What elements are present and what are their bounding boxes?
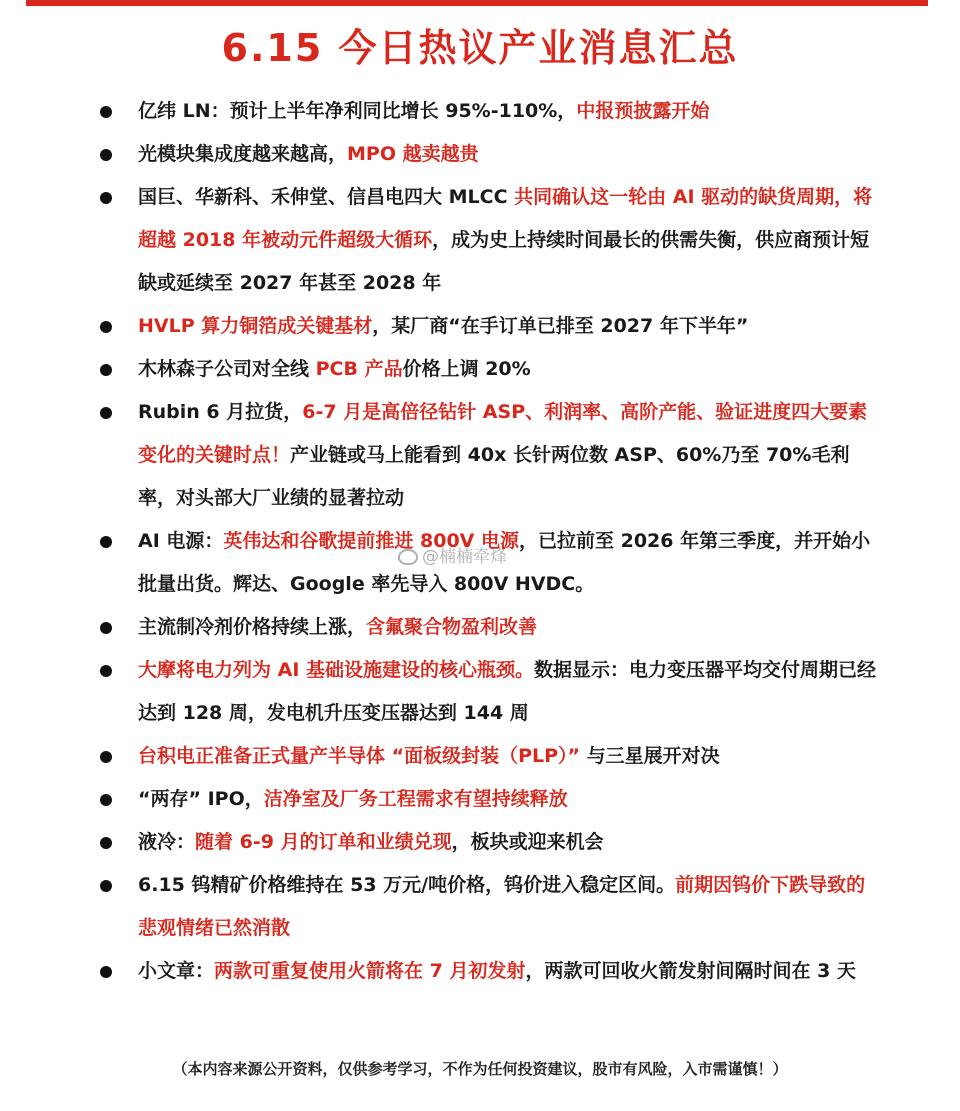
news-item [0, 391, 960, 520]
item-text: 亿纬 LN：预计上半年净利同比增长 95%-110%， [138, 100, 577, 122]
bullet-icon [100, 880, 112, 892]
bullet-icon [100, 364, 112, 376]
highlight-text: 大摩将电力列为 AI 基础设施建设的核心瓶颈。 [138, 659, 535, 681]
highlight-text: 前期因钨价下跌导致的悲观情绪已然消散 [138, 874, 866, 939]
highlight-text: MPO 越卖越贵 [347, 143, 479, 165]
news-item [0, 950, 960, 993]
news-item [0, 649, 960, 735]
item-text: 与三星展开对决 [586, 745, 720, 767]
item-text: 木林森子公司对全线 [138, 358, 316, 380]
item-text: ，成为史上持续时间最长的供需失衡，供应商预计短缺或延续至 2027 年甚至 2028 年 [138, 229, 870, 294]
item-text: 光模块集成度越来越高， [138, 143, 348, 165]
highlight-text: 中报预披露开始 [576, 100, 710, 122]
highlight-text: 随着 6-9 月的订单和业绩兑现 [195, 831, 452, 853]
bullet-icon [100, 536, 112, 548]
highlight-text: 洁净室及厂务工程需求有望持续释放 [263, 788, 568, 810]
item-text: ，已拉前至 2026 年第三季度，并开始小批量出货。辉达、Google 率先导入 800V HVDC。 [138, 530, 871, 595]
bullet-icon [100, 665, 112, 677]
news-item [0, 606, 960, 649]
item-text: 国巨、华新科、禾伸堂、信昌电四大 MLCC [138, 186, 515, 208]
news-item [0, 348, 960, 391]
bullet-icon [100, 837, 112, 849]
page-title: 6.15 今日热议产业消息汇总 [221, 26, 739, 70]
bullet-icon [100, 192, 112, 204]
highlight-text: 英伟达和谷歌提前推进 800V 电源 [223, 530, 519, 552]
item-text: AI 电源： [138, 530, 224, 552]
item-text: ，某厂商“在手订单已排至 2027 年下半年” [372, 315, 749, 337]
watermark [398, 542, 507, 567]
item-text: 主流制冷剂价格持续上涨， [138, 616, 367, 638]
item-text: 价格上调 20% [402, 358, 531, 380]
news-item [0, 864, 960, 950]
news-item [0, 305, 960, 348]
bullet-icon [100, 751, 112, 763]
bullet-icon [100, 149, 112, 161]
news-item [0, 176, 960, 305]
news-item [0, 90, 960, 133]
item-text: 产业链或马上能看到 40x 长针两位数 ASP、60%乃至 70%毛利率，对头部大厂业绩的显著拉动 [138, 444, 850, 509]
bullet-icon [100, 106, 112, 118]
item-text: 6.15 钨精矿价格维持在 53 万元/吨价格，钨价进入稳定区间。 [138, 874, 676, 896]
bullet-icon [100, 407, 112, 419]
highlight-text: 共同确认这一轮由 AI 驱动的缺货周期，将超越 2018 年被动元件超级大循环 [138, 186, 873, 251]
item-text: ，两款可回收火箭发射间隔时间在 3 天 [525, 960, 856, 982]
news-item [0, 778, 960, 821]
item-text: “两存” IPO， [138, 788, 264, 810]
news-item [0, 735, 960, 778]
item-text: Rubin 6 月拉货， [138, 401, 303, 423]
weibo-icon [398, 549, 418, 565]
highlight-text: HVLP 算力铜箔成关键基材 [138, 315, 373, 337]
highlight-text: PCB 产品 [315, 358, 403, 380]
item-text: 小文章： [138, 960, 215, 982]
bullet-icon [100, 794, 112, 806]
bullet-icon [100, 622, 112, 634]
news-item [0, 133, 960, 176]
highlight-text: 6-7 月是高倍径钻针 ASP、利润率、高阶产能、验证进度四大要素变化的关键时点！ [138, 401, 868, 466]
highlight-text: 台积电正准备正式量产半导体 “面板级封装（PLP）” [138, 745, 587, 767]
highlight-text: 两款可重复使用火箭将在 7 月初发射 [214, 960, 526, 982]
news-item [0, 821, 960, 864]
top-red-rule [26, 0, 928, 6]
item-text: 数据显示：电力变压器平均交付周期已经达到 128 周，发电机升压变压器达到 144 周 [138, 659, 877, 724]
disclaimer: （本内容来源公开资料，仅供参考学习，不作为任何投资建议，股市有风险，入市需谨慎！） [172, 1060, 788, 1078]
watermark-text: @楠楠牵烽 [422, 547, 507, 567]
highlight-text: 含氟聚合物盈利改善 [366, 616, 538, 638]
bullet-icon [100, 321, 112, 333]
item-text: ，板块或迎来机会 [451, 831, 604, 853]
item-text: 液冷： [138, 831, 196, 853]
bullet-icon [100, 966, 112, 978]
